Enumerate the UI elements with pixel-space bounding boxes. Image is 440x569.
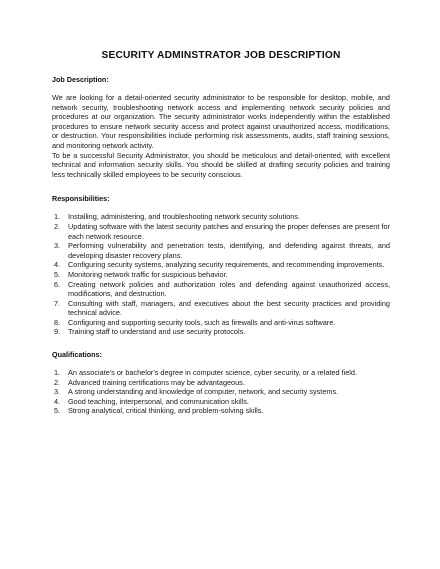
list-text: Strong analytical, critical thinking, and problem-solving skills. — [68, 406, 264, 416]
list-text: Updating software with the latest security patches and ensuring the proper defenses are present for each network resource. — [68, 221, 390, 241]
qualification-item — [52, 378, 390, 388]
list-number: 2. — [54, 221, 61, 231]
list-text: Training staff to understand and use security protocols. — [68, 327, 246, 337]
list-text: Good teaching, interpersonal, and communication skills. — [68, 396, 249, 406]
list-number: 1. — [54, 368, 61, 378]
list-number: 1. — [54, 212, 61, 222]
responsibility-item — [52, 299, 390, 318]
responsibility-item — [52, 327, 390, 337]
job-description-heading: Job Description: — [52, 75, 109, 84]
qualification-item — [52, 368, 390, 378]
responsibility-item — [52, 270, 390, 280]
qualifications-heading: Qualifications: — [52, 350, 102, 360]
responsibility-item — [52, 212, 390, 222]
list-number: 3. — [54, 241, 61, 251]
list-text: Creating network policies and authorization roles and defending against unauthorized access, modifications, and destruction. — [68, 279, 390, 299]
list-number: 9. — [54, 327, 61, 337]
list-number: 3. — [54, 387, 61, 397]
list-text: Configuring security systems, analyzing security requirements, and recommending improvements. — [68, 260, 385, 270]
responsibility-item — [52, 280, 390, 299]
job-description-paragraph-2: To be a successful Security Administrator, you should be meticulous and detail-oriented, with excellent technical and information security skills. You should be skilled at drafting security policies and training less technically skilled employees to be security conscious. — [52, 150, 390, 179]
list-text: A strong understanding and knowledge of computer, network, and security systems. — [68, 387, 339, 397]
responsibility-item — [52, 260, 390, 270]
list-number: 5. — [54, 269, 61, 279]
document-page — [52, 50, 390, 416]
list-number: 4. — [54, 260, 61, 270]
list-number: 7. — [54, 298, 61, 308]
list-number: 4. — [54, 396, 61, 406]
list-text: Installing, administering, and troubleshooting network security solutions. — [68, 212, 301, 222]
list-number: 2. — [54, 377, 61, 387]
qualification-item — [52, 406, 390, 416]
responsibility-item — [52, 222, 390, 241]
list-text: Consulting with staff, managers, and executives about the best security practices and providing technical advice. — [68, 298, 390, 318]
responsibilities-list — [52, 212, 390, 337]
job-description-paragraph-1: We are looking for a detail-oriented security administrator to be responsible for desktop, mobile, and network security, troubleshooting network access and implementing network security policies and procedures at our organization. The security administrator works independently within the established procedures to ensure network security access and protect against unauthorized access, modifications, or destruction. Your responsibilities include performing risk assessments, audits, staff training sessions, and monitoring network activity. — [52, 93, 390, 150]
responsibility-item — [52, 241, 390, 260]
qualification-item — [52, 397, 390, 407]
list-text: Performing vulnerability and penetration tests, identifying, and defending against threats, and developing disaster recovery plans. — [68, 241, 390, 260]
list-number: 6. — [54, 279, 61, 289]
list-text: Monitoring network traffic for suspicious behavior. — [68, 269, 228, 279]
document-title: SECURITY ADMINSTRATOR JOB DESCRIPTION — [101, 50, 341, 61]
list-text: Advanced training certifications may be advantageous. — [68, 377, 245, 387]
responsibility-item — [52, 318, 390, 328]
responsibilities-heading: Responsibilities: — [52, 194, 110, 204]
list-text: Configuring and supporting security tools, such as firewalls and anti-virus software. — [68, 317, 336, 327]
list-text: An associate's or bachelor's degree in computer science, cyber security, or a related field. — [68, 368, 357, 378]
list-number: 5. — [54, 406, 61, 416]
list-number: 8. — [54, 317, 61, 327]
qualification-item — [52, 387, 390, 397]
qualifications-list — [52, 368, 390, 416]
